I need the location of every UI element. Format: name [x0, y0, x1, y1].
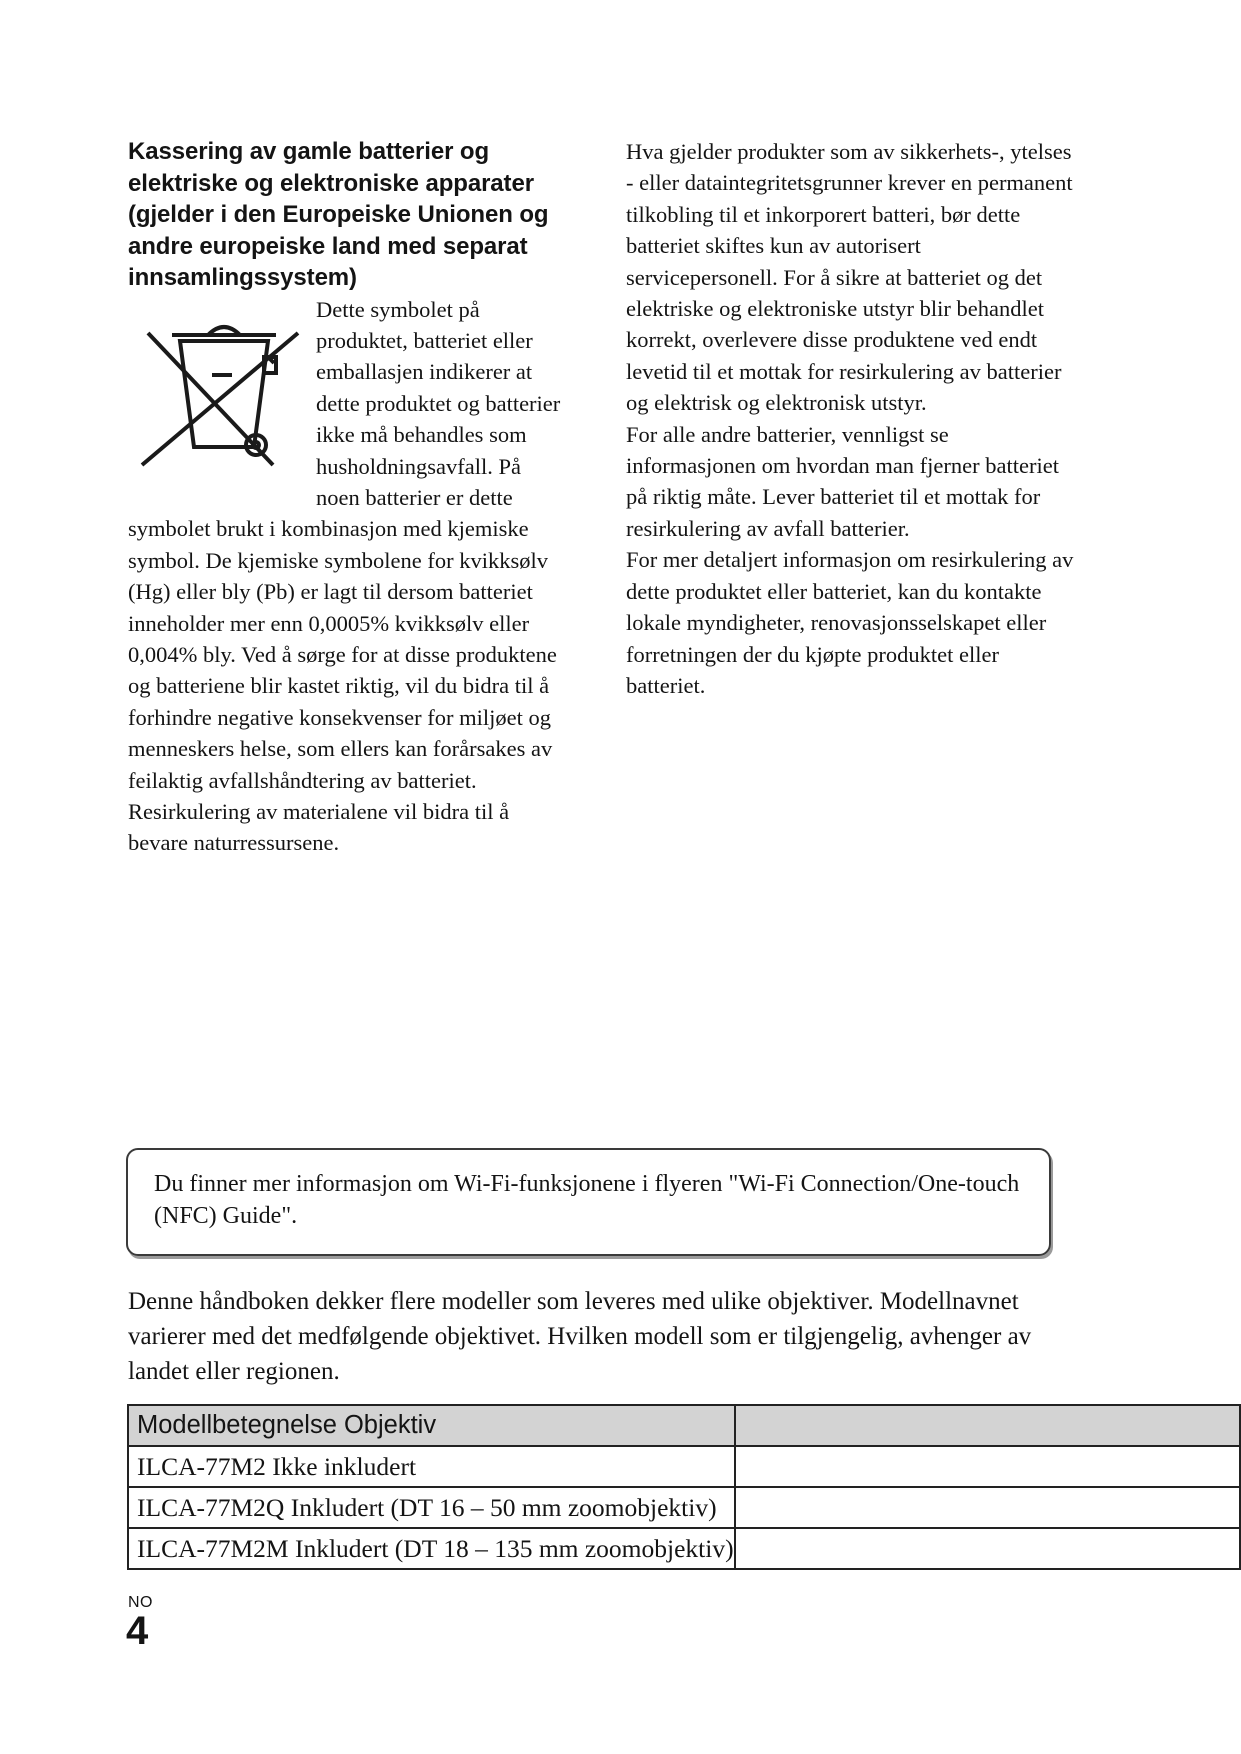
- table-empty-cell: [735, 1487, 1240, 1528]
- disposal-heading: Kassering av gamle batterier og elektriske og elektroniske apparater (gjelder i den Europeiske Unionen og andre europeiske land med separat innsamlingssystem): [128, 138, 549, 291]
- table-cell: ILCA-77M2M Inkludert (DT 18 – 135 mm zoomobjektiv): [128, 1528, 735, 1569]
- wifi-note-text: Du finner mer informasjon om Wi-Fi-funksjonene i flyeren "Wi-Fi Connection/One-touch (NFC) Guide".: [154, 1171, 1020, 1229]
- table-header-row: [128, 1405, 1240, 1446]
- table-cell: ILCA-77M2 Ikke inkludert: [128, 1446, 735, 1487]
- wifi-note-box: [126, 1148, 1051, 1256]
- crossed-out-wheelie-bin-icon: [128, 297, 316, 485]
- models-intro: Denne håndboken dekker flere modeller som leveres med ulike objektiver. Modellnavnet varierer med det medfølgende objektivet. Hvilken modell som er tilgjengelig, avhenger av landet eller regionen.: [128, 1288, 1032, 1385]
- model-table: [127, 1404, 1241, 1570]
- table-row: [128, 1446, 1240, 1487]
- table-header-empty-cell: [735, 1405, 1240, 1446]
- disposal-paragraph-3: Hva gjelder produkter som av sikkerhets-, ytelses - eller dataintegritetsgrunner krever en permanent tilkobling til et inkorporert batteri, bør dette batteriet skiftes kun av autorisert servicepersonell. For å sikre at batteriet og det elektriske og elektroniske utstyr blir behandlet korrekt, overlevere disse produktene ved endt levetid til et mottak for resirkulering av batterier og elektrisk og elektronisk utstyr.: [626, 139, 1073, 416]
- disposal-section: [128, 136, 568, 859]
- table-row: [128, 1528, 1240, 1569]
- disposal-paragraph-1: Dette symbolet på produktet, batteriet eller emballasjen indikerer at dette produktet og batterier ikke må behandles som husholdningsavfall. På noen batterier er dette symbolet brukt i kombinasjon med kjemiske symbol. De kjemiske symbolene for kvikksølv (Hg) eller bly (Pb) er lagt til dersom batteriet inneholder mer enn 0,0005% kvikksølv eller 0,004% bly. Ved å sørge for at disse produktene og batteriene blir kastet riktig, vil du bidra til å forhindre negative konsekvenser for miljøet og menneskers helse, som ellers kan forårsakes av feilaktig avfallshåndtering av batteriet.: [128, 296, 561, 793]
- page-number: 4: [126, 1609, 149, 1653]
- table-row: [128, 1487, 1240, 1528]
- table-empty-cell: [735, 1446, 1240, 1487]
- table-header-cell: Modellbetegnelse Objektiv: [128, 1405, 735, 1446]
- disposal-paragraph-5: For mer detaljert informasjon om resirkulering av dette produktet eller batteriet, kan du kontakte lokale myndigheter, renovasjonsselskapet eller forretningen der du kjøpte produktet eller batteriet.: [626, 547, 1074, 698]
- table-cell: ILCA-77M2Q Inkludert (DT 16 – 50 mm zoomobjektiv): [128, 1487, 735, 1528]
- disposal-paragraph-4: For alle andre batterier, vennligst se informasjonen om hvordan man fjerner batteriet på riktig måte. Lever batteriet til et mottak for resirkulering av avfall batterier.: [626, 421, 1059, 541]
- page-language-code: NO: [128, 1594, 153, 1611]
- disposal-paragraph-2: Resirkulering av materialene vil bidra til å bevare naturressursene.: [128, 799, 510, 856]
- table-empty-cell: [735, 1528, 1240, 1569]
- disposal-right-column: [626, 136, 1076, 701]
